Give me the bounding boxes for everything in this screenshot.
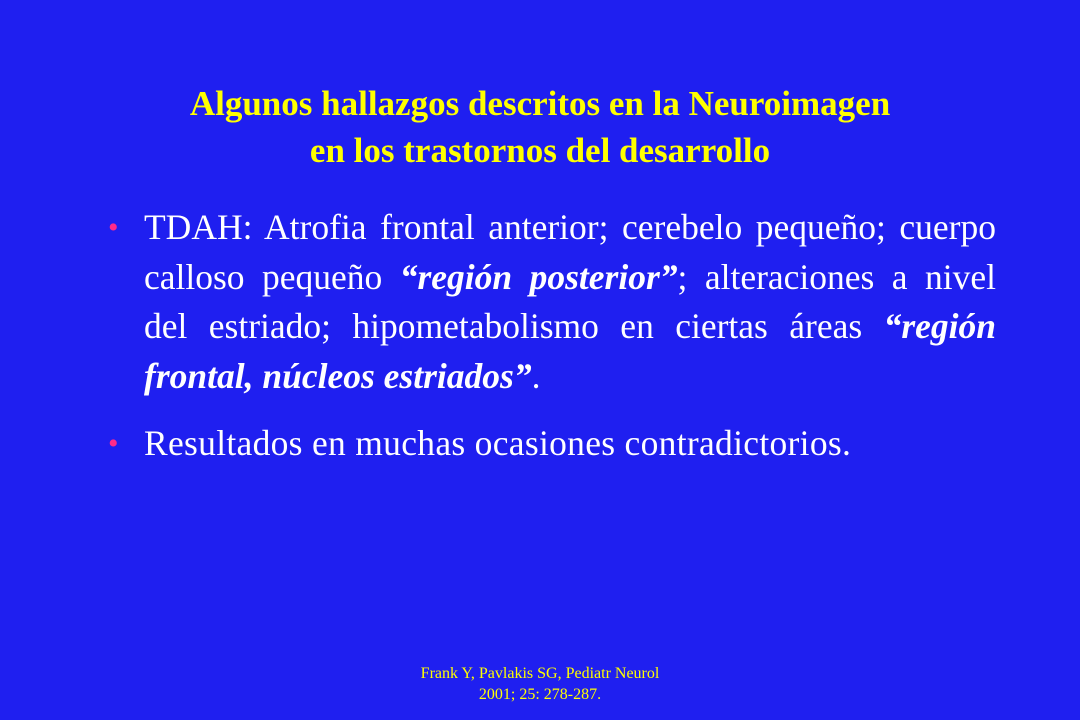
bullet-marker: •: [108, 211, 119, 244]
slide-title-line-2: en los trastornos del desarrollo: [309, 131, 771, 170]
bullet-text-segment: ; alteraciones a nivel del estriado; hipometabolismo en ciertas áreas: [144, 256, 996, 346]
slide-title-line-1: Algunos hallazgos descritos en la Neuroimagen: [189, 84, 891, 123]
bullet-item-resultados: [108, 419, 996, 469]
slide-title: [0, 80, 1080, 174]
bullet-marker: •: [108, 427, 119, 460]
bullet-item-tdah: [108, 203, 996, 401]
bullet-emphasis-segment: “región frontal, núcleos estriados”: [144, 306, 996, 396]
citation-footer: [340, 663, 740, 705]
citation-line-1: Frank Y, Pavlakis SG, Pediatr Neurol: [420, 665, 660, 682]
bullet-emphasis-segment: “región posterior”: [399, 256, 678, 297]
bullet-text-segment: Resultados en muchas ocasiones contradictorios.: [144, 423, 852, 463]
bullet-text-resultados: [144, 419, 996, 469]
citation-line-2: 2001; 25: 278-287.: [478, 686, 602, 703]
bullet-text-tdah: [144, 203, 996, 401]
bullet-list: [108, 203, 996, 469]
bullet-text-segment: .: [531, 355, 541, 396]
bullet-text-segment: TDAH: Atrofia frontal anterior; cerebelo pequeño; cuerpo calloso pequeño: [144, 207, 996, 297]
